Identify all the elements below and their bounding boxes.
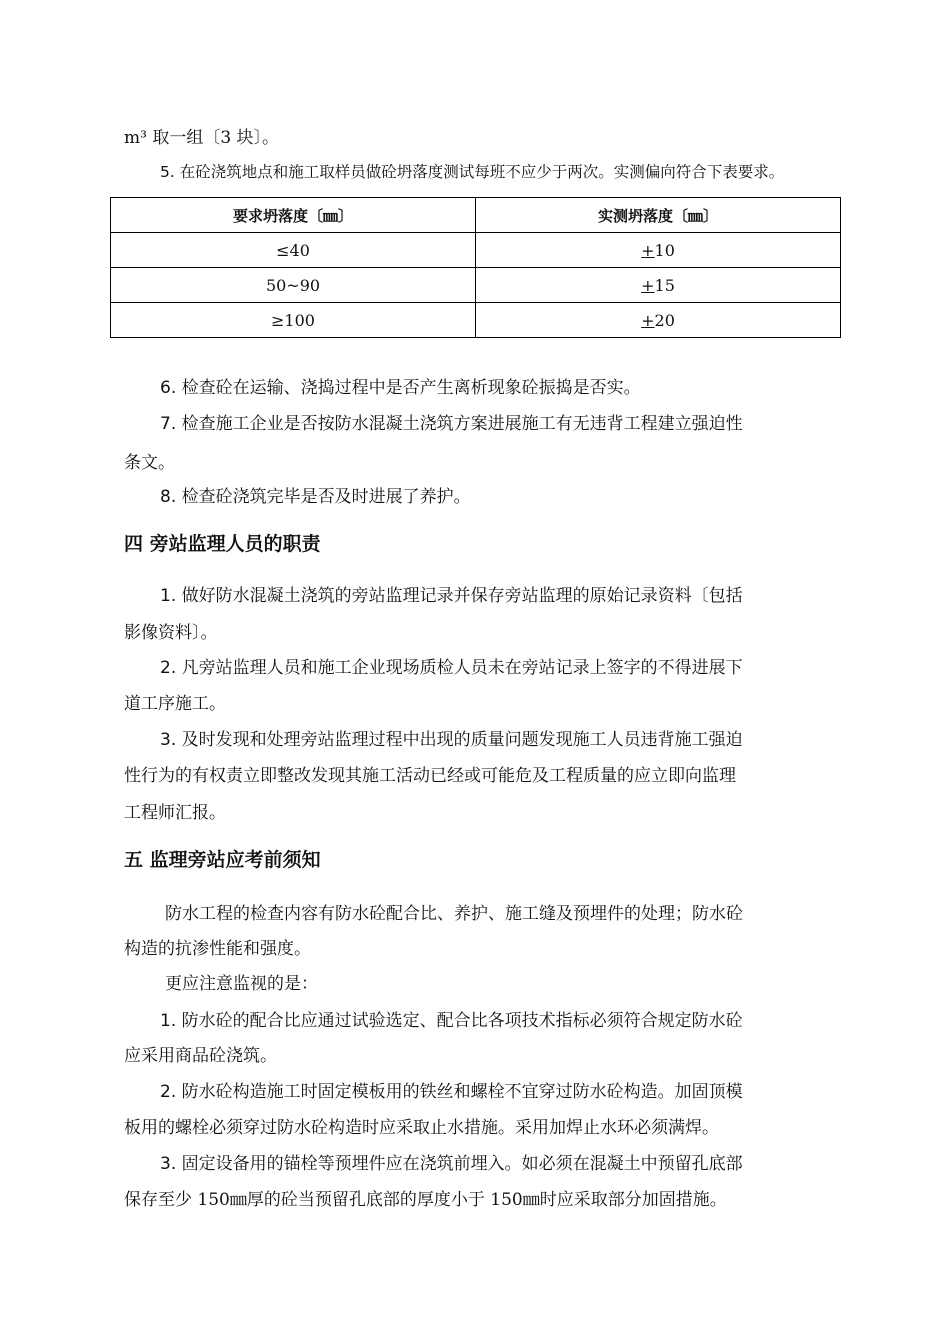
- section-5-note: 更应注意监视的是：: [165, 974, 318, 994]
- section-4-item-2-continued: 道工序施工。: [124, 694, 226, 714]
- section-5-heading: 五 监理旁站应考前须知: [124, 849, 321, 871]
- table-header-row: [111, 198, 841, 233]
- section-4-item-3-continued: 性行为的有权责立即整改发现其施工活动已经或可能危及工程质量的应立即向监理: [124, 766, 736, 786]
- section-5-item-1: [160, 1009, 743, 1033]
- table-row: [111, 303, 841, 338]
- item-8: [160, 485, 471, 509]
- tolerance-value: 15: [654, 275, 675, 295]
- item-number: 2.: [160, 658, 177, 678]
- table-header-required: 要求坍落度〔㎜〕: [111, 198, 476, 233]
- item-text: 做好防水混凝土浇筑的旁站监理记录并保存旁站监理的原始记录资料〔包括: [181, 586, 743, 606]
- tolerance-value: 10: [654, 240, 675, 260]
- item-number: 3.: [160, 1154, 177, 1174]
- text-line-volume: m³ 取一组〔3 块〕。: [124, 128, 280, 148]
- item-7: [160, 412, 743, 436]
- table-header-measured: 实测坍落度〔㎜〕: [476, 198, 841, 233]
- table-cell-measured: [476, 268, 841, 303]
- section-5-intro-continued: 构造的抗渗性能和强度。: [124, 939, 311, 959]
- section-5-item-1-continued: 应采用商品砼浇筑。: [124, 1046, 277, 1066]
- item-text: 防水砼构造施工时固定模板用的铁丝和螺栓不宜穿过防水砼构造。加固顶模: [181, 1082, 743, 1102]
- table-cell-measured: [476, 233, 841, 268]
- item-number: 1.: [160, 586, 177, 606]
- section-4-item-2: [160, 656, 743, 680]
- item-text: 检查砼在运输、浇捣过程中是否产生离析现象砼振捣是否实。: [181, 378, 641, 398]
- section-4-item-1-continued: 影像资料〕。: [124, 623, 218, 643]
- table-cell-required: ≥100: [111, 303, 476, 338]
- table-cell-measured: [476, 303, 841, 338]
- section-5-intro: 防水工程的检查内容有防水砼配合比、养护、施工缝及预埋件的处理；防水砼: [165, 904, 743, 924]
- plus-minus-sign: +: [641, 310, 655, 330]
- item-number: 6.: [160, 378, 177, 398]
- item-number: 8.: [160, 487, 177, 507]
- slump-table: [110, 197, 841, 338]
- plus-minus-sign: +: [641, 240, 655, 260]
- section-4-heading: 四 旁站监理人员的职责: [124, 533, 321, 555]
- section-5-item-2-continued: 板用的螺栓必须穿过防水砼构造时应采取止水措施。采用加焊止水环必须满焊。: [124, 1118, 719, 1138]
- table-cell-required: ≤40: [111, 233, 476, 268]
- section-5-item-3: [160, 1152, 743, 1176]
- item-number: 1.: [160, 1011, 177, 1031]
- section-4-item-3: [160, 728, 743, 752]
- section-5-item-2: [160, 1080, 743, 1104]
- item-text: 防水砼的配合比应通过试验选定、配合比各项技术指标必须符合规定防水砼: [181, 1011, 743, 1031]
- item-5: [160, 160, 784, 184]
- item-text: 检查施工企业是否按防水混凝土浇筑方案进展施工有无违背工程建立强迫性: [181, 414, 743, 434]
- item-text: 固定设备用的锚栓等预埋件应在浇筑前埋入。如必须在混凝土中预留孔底部: [181, 1154, 743, 1174]
- plus-minus-sign: +: [641, 275, 655, 295]
- table-row: [111, 268, 841, 303]
- section-5-item-3-continued: 保存至少 150㎜厚的砼当预留孔底部的厚度小于 150㎜时应采取部分加固措施。: [124, 1190, 727, 1210]
- item-number: 2.: [160, 1082, 177, 1102]
- item-number: 5.: [160, 163, 175, 181]
- tolerance-value: 20: [654, 310, 675, 330]
- item-text: 检查砼浇筑完毕是否及时进展了养护。: [181, 487, 471, 507]
- table-row: [111, 233, 841, 268]
- item-number: 3.: [160, 730, 177, 750]
- section-4-item-3-continued-2: 工程师汇报。: [124, 803, 226, 823]
- section-4-item-1: [160, 584, 743, 608]
- item-text: 在砼浇筑地点和施工取样员做砼坍落度测试每班不应少于两次。实测偏向符合下表要求。: [179, 163, 785, 181]
- item-7-continued: 条文。: [124, 453, 175, 473]
- item-number: 7.: [160, 414, 177, 434]
- item-text: 凡旁站监理人员和施工企业现场质检人员未在旁站记录上签字的不得进展下: [181, 658, 743, 678]
- table-cell-required: 50~90: [111, 268, 476, 303]
- item-text: 及时发现和处理旁站监理过程中出现的质量问题发现施工人员违背施工强迫: [181, 730, 743, 750]
- item-6: [160, 376, 641, 400]
